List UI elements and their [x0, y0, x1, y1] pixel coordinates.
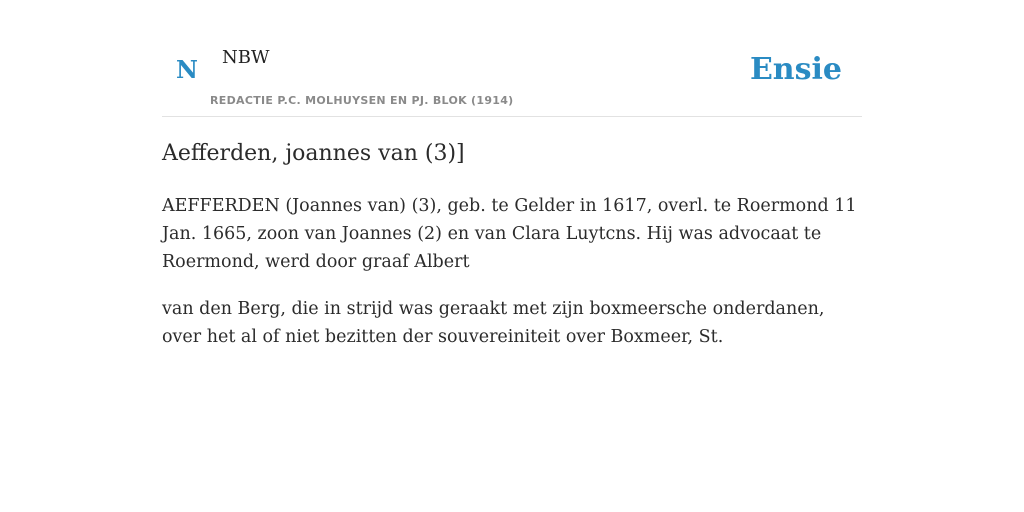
article-paragraph: van den Berg, die in strijd was geraakt met zijn boxmeersche onderdanen, over het al of niet bezitten der souvereiniteit over Boxmeer, St. — [162, 299, 825, 347]
source-editors: REDACTIE P.C. MOLHUYSEN EN PJ. BLOK (1914) — [210, 94, 514, 107]
brand-logo-link[interactable]: Ensie — [749, 52, 842, 87]
article-content — [162, 138, 862, 351]
source-logo-link[interactable]: N — [176, 55, 198, 84]
source-name: NBW — [222, 47, 270, 68]
article-paragraph: AEFFERDEN (Joannes van) (3), geb. te Gelder in 1617, overl. te Roermond 11 Jan. 1665, zoon van Joannes (2) en van Clara Luytcns. Hij was advocaat te Roermond, werd door graaf Albert — [162, 196, 857, 272]
entry-title: Aefferden, joannes van (3)] — [162, 141, 465, 166]
site-header — [162, 0, 862, 117]
